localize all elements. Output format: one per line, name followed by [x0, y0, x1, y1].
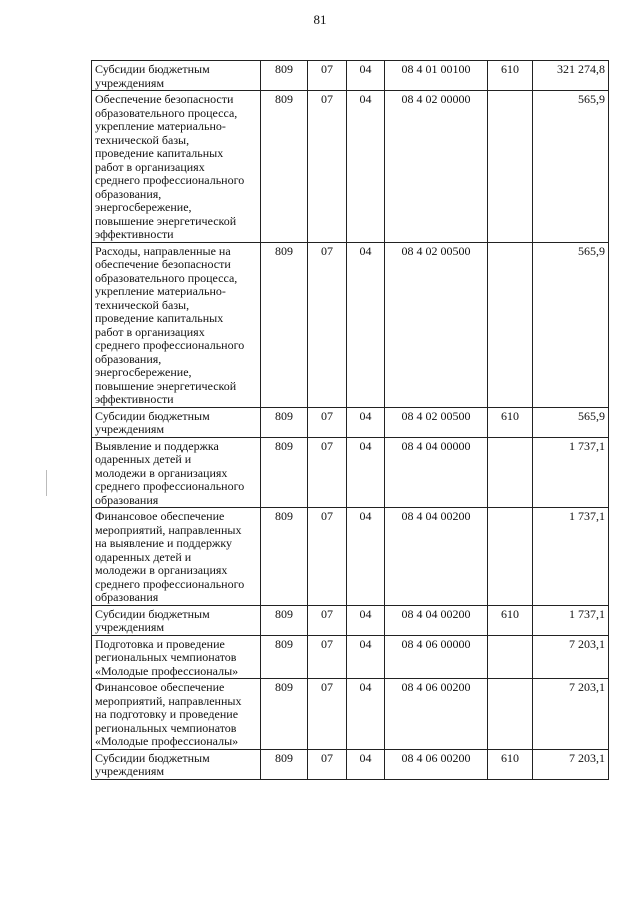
expense-name-line: образовательного процесса, — [95, 270, 238, 285]
expense-name-line: повышение энергетической — [95, 378, 237, 393]
expense-name-line: Подготовка и проведение — [95, 636, 225, 651]
cell-ministry-code: 809 — [261, 749, 308, 779]
expense-name-line: региональных чемпионатов — [95, 720, 237, 735]
expense-name-line: среднего профессионального — [95, 479, 245, 493]
cell-expense-type — [488, 679, 533, 750]
cell-target-article: 08 4 02 00500 — [385, 407, 488, 437]
expense-name-line: среднего профессионального — [95, 576, 245, 591]
expense-name-line: на выявление и поддержку — [95, 536, 232, 550]
cell-section-code: 07 — [308, 635, 347, 679]
cell-section-code: 07 — [308, 437, 347, 508]
expense-name-line: укрепление материально- — [95, 284, 226, 298]
cell-ministry-code: 809 — [261, 605, 308, 635]
expense-name-line: «Молодые профессионалы» — [95, 734, 239, 748]
expense-name-line: обеспечение безопасности — [95, 257, 231, 271]
expense-name-line: проведение капитальных — [95, 146, 224, 160]
cell-section-code: 07 — [308, 407, 347, 437]
table-row — [92, 749, 609, 779]
cell-expense-name — [92, 679, 261, 750]
expense-name-line: Финансовое обеспечение — [95, 509, 225, 523]
table-row — [92, 437, 609, 508]
expense-name-line: работ в организациях — [95, 324, 205, 339]
expense-name-line: одаренных детей и — [95, 452, 192, 466]
cell-expense-name — [92, 437, 261, 508]
cell-expense-type: 610 — [488, 749, 533, 779]
cell-subsection-code: 04 — [347, 242, 385, 407]
expense-name-line: Финансовое обеспечение — [95, 680, 225, 694]
cell-subsection-code: 04 — [347, 679, 385, 750]
cell-section-code: 07 — [308, 61, 347, 91]
cell-amount: 1 737,1 — [533, 605, 609, 635]
cell-ministry-code: 809 — [261, 635, 308, 679]
scan-artifact-mark — [46, 470, 47, 496]
expense-name-line: учреждениям — [95, 764, 165, 778]
cell-ministry-code: 809 — [261, 679, 308, 750]
budget-table — [91, 60, 609, 780]
cell-subsection-code: 04 — [347, 407, 385, 437]
expense-name-line: технической базы, — [95, 297, 190, 312]
expense-name-line: Расходы, направленные на — [95, 243, 231, 258]
table-row — [92, 605, 609, 635]
page-number: 81 — [313, 12, 327, 27]
cell-section-code: 07 — [308, 679, 347, 750]
cell-amount: 565,9 — [533, 91, 609, 243]
cell-subsection-code: 04 — [347, 437, 385, 508]
cell-target-article: 08 4 02 00000 — [385, 91, 488, 243]
cell-amount: 7 203,1 — [533, 679, 609, 750]
cell-expense-name — [92, 635, 261, 679]
expense-name-line: учреждениям — [95, 422, 165, 436]
expense-name-line: молодежи в организациях — [95, 563, 228, 577]
cell-ministry-code: 809 — [261, 508, 308, 606]
cell-expense-name — [92, 407, 261, 437]
cell-subsection-code: 04 — [347, 749, 385, 779]
cell-expense-type — [488, 242, 533, 407]
cell-expense-type — [488, 635, 533, 679]
cell-amount: 7 203,1 — [533, 635, 609, 679]
cell-expense-name — [92, 91, 261, 243]
expense-name-line: образования, — [95, 351, 162, 366]
expense-name-line: Выявление и поддержка — [95, 438, 219, 453]
expense-name-line: среднего профессионального — [95, 173, 245, 187]
expense-name-line: «Молодые профессионалы» — [95, 663, 239, 678]
cell-expense-type — [488, 91, 533, 243]
cell-ministry-code: 809 — [261, 61, 308, 91]
expense-name-line: энергосбережение, — [95, 365, 192, 379]
cell-section-code: 07 — [308, 91, 347, 243]
expense-name-line: образования — [95, 590, 159, 604]
cell-expense-type: 610 — [488, 605, 533, 635]
cell-amount: 321 274,8 — [533, 61, 609, 91]
expense-name-line: повышение энергетической — [95, 213, 237, 228]
table-row — [92, 242, 609, 407]
table-row — [92, 679, 609, 750]
cell-ministry-code: 809 — [261, 91, 308, 243]
cell-section-code: 07 — [308, 508, 347, 606]
expense-name-line: энергосбережение, — [95, 200, 192, 214]
cell-subsection-code: 04 — [347, 61, 385, 91]
expense-name-line: Субсидии бюджетным — [95, 62, 210, 76]
expense-name-line: укрепление материально- — [95, 119, 226, 133]
expense-name-line: проведение капитальных — [95, 311, 224, 325]
expense-name-line: мероприятий, направленных — [95, 693, 242, 708]
cell-subsection-code: 04 — [347, 605, 385, 635]
expense-name-line: образования, — [95, 186, 162, 201]
cell-expense-name — [92, 605, 261, 635]
table-row — [92, 91, 609, 243]
expense-name-line: мероприятий, направленных — [95, 522, 242, 537]
cell-amount: 1 737,1 — [533, 437, 609, 508]
cell-expense-name — [92, 242, 261, 407]
cell-amount: 565,9 — [533, 407, 609, 437]
cell-section-code: 07 — [308, 749, 347, 779]
cell-expense-name — [92, 61, 261, 91]
cell-target-article: 08 4 04 00000 — [385, 437, 488, 508]
budget-table-body — [92, 61, 609, 780]
expense-name-line: Субсидии бюджетным — [95, 408, 210, 423]
cell-section-code: 07 — [308, 242, 347, 407]
cell-amount: 1 737,1 — [533, 508, 609, 606]
cell-target-article: 08 4 04 00200 — [385, 508, 488, 606]
expense-name-line: учреждениям — [95, 620, 165, 634]
expense-name-line: Обеспечение безопасности — [95, 92, 234, 106]
cell-expense-name — [92, 749, 261, 779]
expense-name-line: на подготовку и проведение — [95, 707, 239, 721]
expense-name-line: эффективности — [95, 227, 174, 241]
expense-name-line: технической базы, — [95, 132, 190, 147]
expense-name-line: образовательного процесса, — [95, 105, 238, 120]
expense-name-line: образования — [95, 492, 159, 507]
expense-name-line: одаренных детей и — [95, 549, 192, 564]
cell-target-article: 08 4 06 00200 — [385, 749, 488, 779]
cell-expense-type — [488, 437, 533, 508]
cell-amount: 7 203,1 — [533, 749, 609, 779]
expense-name-line: среднего профессионального — [95, 338, 245, 352]
cell-amount: 565,9 — [533, 242, 609, 407]
table-row — [92, 407, 609, 437]
cell-subsection-code: 04 — [347, 508, 385, 606]
cell-ministry-code: 809 — [261, 407, 308, 437]
expense-name-line: молодежи в организациях — [95, 465, 228, 480]
cell-target-article: 08 4 06 00000 — [385, 635, 488, 679]
cell-subsection-code: 04 — [347, 635, 385, 679]
table-row — [92, 61, 609, 91]
expense-name-line: региональных чемпионатов — [95, 650, 237, 664]
table-row — [92, 508, 609, 606]
cell-section-code: 07 — [308, 605, 347, 635]
cell-ministry-code: 809 — [261, 242, 308, 407]
cell-ministry-code: 809 — [261, 437, 308, 508]
table-row — [92, 635, 609, 679]
cell-subsection-code: 04 — [347, 91, 385, 243]
expense-name-line: учреждениям — [95, 75, 165, 90]
cell-expense-name — [92, 508, 261, 606]
cell-expense-type: 610 — [488, 61, 533, 91]
cell-expense-type — [488, 508, 533, 606]
expense-name-line: работ в организациях — [95, 159, 205, 174]
expense-name-line: эффективности — [95, 392, 174, 406]
expense-name-line: Субсидии бюджетным — [95, 606, 210, 621]
expense-name-line: Субсидии бюджетным — [95, 750, 210, 765]
cell-target-article: 08 4 06 00200 — [385, 679, 488, 750]
cell-target-article: 08 4 02 00500 — [385, 242, 488, 407]
cell-target-article: 08 4 01 00100 — [385, 61, 488, 91]
cell-expense-type: 610 — [488, 407, 533, 437]
cell-target-article: 08 4 04 00200 — [385, 605, 488, 635]
